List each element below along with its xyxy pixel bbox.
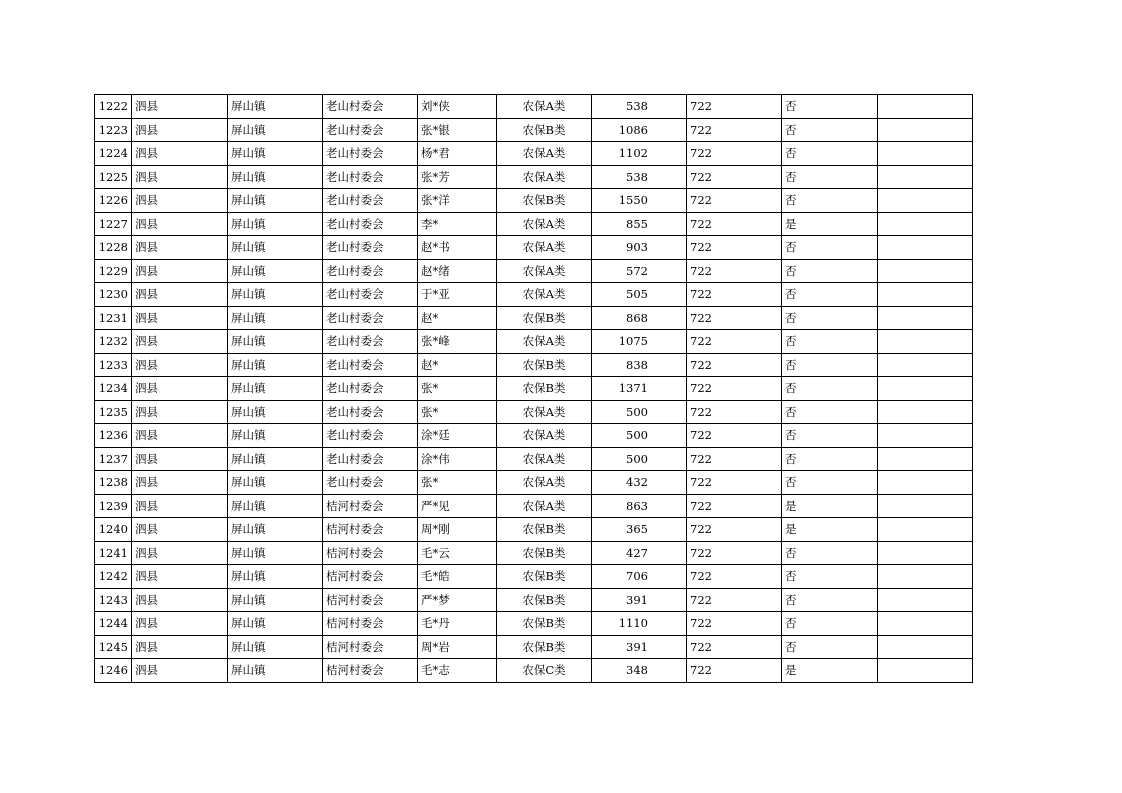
row-number-cell: 1238 — [95, 471, 132, 495]
town-cell: 屏山镇 — [228, 494, 323, 518]
person-name-cell: 毛*云 — [418, 541, 497, 565]
insurance-type-cell: 农保B类 — [497, 118, 592, 142]
insurance-type-cell: 农保B类 — [497, 588, 592, 612]
village-committee-cell: 老山村委会 — [323, 306, 418, 330]
person-name-cell: 涂*伟 — [418, 447, 497, 471]
amount-cell: 863 — [592, 494, 687, 518]
county-cell: 泗县 — [132, 659, 228, 683]
town-cell: 屏山镇 — [228, 588, 323, 612]
town-cell: 屏山镇 — [228, 471, 323, 495]
person-name-cell: 周*岩 — [418, 635, 497, 659]
amount-cell: 1102 — [592, 142, 687, 166]
county-cell: 泗县 — [132, 189, 228, 213]
code-cell: 722 — [687, 283, 782, 307]
person-name-cell: 赵* — [418, 306, 497, 330]
county-cell: 泗县 — [132, 283, 228, 307]
row-number-cell: 1234 — [95, 377, 132, 401]
remark-cell — [878, 236, 973, 260]
code-cell: 722 — [687, 189, 782, 213]
insurance-type-cell: 农保A类 — [497, 95, 592, 119]
county-cell: 泗县 — [132, 588, 228, 612]
amount-cell: 432 — [592, 471, 687, 495]
person-name-cell: 严*梦 — [418, 588, 497, 612]
person-name-cell: 赵*绪 — [418, 259, 497, 283]
village-committee-cell: 老山村委会 — [323, 165, 418, 189]
person-name-cell: 张*峰 — [418, 330, 497, 354]
amount-cell: 500 — [592, 424, 687, 448]
town-cell: 屏山镇 — [228, 283, 323, 307]
table-row — [95, 588, 973, 612]
flag-cell: 否 — [782, 353, 878, 377]
flag-cell: 是 — [782, 518, 878, 542]
row-number-cell: 1237 — [95, 447, 132, 471]
amount-cell: 500 — [592, 447, 687, 471]
town-cell: 屏山镇 — [228, 142, 323, 166]
remark-cell — [878, 165, 973, 189]
county-cell: 泗县 — [132, 424, 228, 448]
village-committee-cell: 老山村委会 — [323, 142, 418, 166]
county-cell: 泗县 — [132, 447, 228, 471]
village-committee-cell: 老山村委会 — [323, 330, 418, 354]
insurance-type-cell: 农保B类 — [497, 377, 592, 401]
remark-cell — [878, 565, 973, 589]
flag-cell: 否 — [782, 259, 878, 283]
person-name-cell: 张*芳 — [418, 165, 497, 189]
row-number-cell: 1241 — [95, 541, 132, 565]
town-cell: 屏山镇 — [228, 259, 323, 283]
row-number-cell: 1222 — [95, 95, 132, 119]
flag-cell: 否 — [782, 471, 878, 495]
county-cell: 泗县 — [132, 165, 228, 189]
row-number-cell: 1226 — [95, 189, 132, 213]
village-committee-cell: 老山村委会 — [323, 189, 418, 213]
row-number-cell: 1242 — [95, 565, 132, 589]
amount-cell: 706 — [592, 565, 687, 589]
county-cell: 泗县 — [132, 330, 228, 354]
insurance-type-cell: 农保A类 — [497, 236, 592, 260]
flag-cell: 否 — [782, 118, 878, 142]
village-committee-cell: 老山村委会 — [323, 259, 418, 283]
village-committee-cell: 老山村委会 — [323, 471, 418, 495]
insurance-type-cell: 农保B类 — [497, 541, 592, 565]
remark-cell — [878, 95, 973, 119]
town-cell: 屏山镇 — [228, 565, 323, 589]
table-row — [95, 424, 973, 448]
table-row — [95, 236, 973, 260]
remark-cell — [878, 588, 973, 612]
code-cell: 722 — [687, 259, 782, 283]
table-row — [95, 353, 973, 377]
town-cell: 屏山镇 — [228, 400, 323, 424]
row-number-cell: 1235 — [95, 400, 132, 424]
flag-cell: 否 — [782, 142, 878, 166]
village-committee-cell: 老山村委会 — [323, 283, 418, 307]
county-cell: 泗县 — [132, 236, 228, 260]
county-cell: 泗县 — [132, 212, 228, 236]
table-row — [95, 283, 973, 307]
data-table — [94, 94, 973, 683]
insurance-type-cell: 农保B类 — [497, 635, 592, 659]
village-committee-cell: 老山村委会 — [323, 95, 418, 119]
person-name-cell: 严*见 — [418, 494, 497, 518]
remark-cell — [878, 635, 973, 659]
code-cell: 722 — [687, 142, 782, 166]
flag-cell: 是 — [782, 659, 878, 683]
town-cell: 屏山镇 — [228, 659, 323, 683]
person-name-cell: 毛*皓 — [418, 565, 497, 589]
table-row — [95, 565, 973, 589]
amount-cell: 427 — [592, 541, 687, 565]
town-cell: 屏山镇 — [228, 306, 323, 330]
table-row — [95, 494, 973, 518]
town-cell: 屏山镇 — [228, 236, 323, 260]
amount-cell: 838 — [592, 353, 687, 377]
county-cell: 泗县 — [132, 612, 228, 636]
town-cell: 屏山镇 — [228, 189, 323, 213]
insurance-type-cell: 农保A类 — [497, 212, 592, 236]
flag-cell: 否 — [782, 400, 878, 424]
insurance-type-cell: 农保A类 — [497, 494, 592, 518]
remark-cell — [878, 471, 973, 495]
flag-cell: 否 — [782, 95, 878, 119]
flag-cell: 否 — [782, 165, 878, 189]
town-cell: 屏山镇 — [228, 635, 323, 659]
insurance-type-cell: 农保A类 — [497, 283, 592, 307]
flag-cell: 否 — [782, 588, 878, 612]
table-row — [95, 400, 973, 424]
code-cell: 722 — [687, 306, 782, 330]
village-committee-cell: 桔河村委会 — [323, 659, 418, 683]
row-number-cell: 1225 — [95, 165, 132, 189]
flag-cell: 否 — [782, 541, 878, 565]
amount-cell: 538 — [592, 165, 687, 189]
person-name-cell: 涂*廷 — [418, 424, 497, 448]
table-row — [95, 471, 973, 495]
remark-cell — [878, 377, 973, 401]
county-cell: 泗县 — [132, 118, 228, 142]
table-body — [95, 95, 973, 683]
amount-cell: 868 — [592, 306, 687, 330]
code-cell: 722 — [687, 565, 782, 589]
remark-cell — [878, 212, 973, 236]
row-number-cell: 1230 — [95, 283, 132, 307]
town-cell: 屏山镇 — [228, 518, 323, 542]
row-number-cell: 1232 — [95, 330, 132, 354]
table-row — [95, 518, 973, 542]
amount-cell: 1371 — [592, 377, 687, 401]
remark-cell — [878, 541, 973, 565]
remark-cell — [878, 283, 973, 307]
county-cell: 泗县 — [132, 353, 228, 377]
table-row — [95, 447, 973, 471]
insurance-type-cell: 农保B类 — [497, 189, 592, 213]
remark-cell — [878, 612, 973, 636]
table-row — [95, 612, 973, 636]
insurance-type-cell: 农保B类 — [497, 565, 592, 589]
person-name-cell: 毛*丹 — [418, 612, 497, 636]
remark-cell — [878, 424, 973, 448]
code-cell: 722 — [687, 612, 782, 636]
flag-cell: 否 — [782, 377, 878, 401]
village-committee-cell: 老山村委会 — [323, 118, 418, 142]
insurance-type-cell: 农保A类 — [497, 142, 592, 166]
town-cell: 屏山镇 — [228, 118, 323, 142]
remark-cell — [878, 447, 973, 471]
row-number-cell: 1227 — [95, 212, 132, 236]
code-cell: 722 — [687, 471, 782, 495]
person-name-cell: 毛*志 — [418, 659, 497, 683]
code-cell: 722 — [687, 353, 782, 377]
code-cell: 722 — [687, 635, 782, 659]
remark-cell — [878, 306, 973, 330]
person-name-cell: 张*银 — [418, 118, 497, 142]
village-committee-cell: 老山村委会 — [323, 236, 418, 260]
person-name-cell: 张* — [418, 471, 497, 495]
remark-cell — [878, 400, 973, 424]
remark-cell — [878, 259, 973, 283]
person-name-cell: 周*刚 — [418, 518, 497, 542]
village-committee-cell: 桔河村委会 — [323, 565, 418, 589]
village-committee-cell: 老山村委会 — [323, 424, 418, 448]
person-name-cell: 张* — [418, 400, 497, 424]
amount-cell: 365 — [592, 518, 687, 542]
insurance-type-cell: 农保B类 — [497, 518, 592, 542]
insurance-type-cell: 农保A类 — [497, 471, 592, 495]
village-committee-cell: 桔河村委会 — [323, 588, 418, 612]
flag-cell: 是 — [782, 494, 878, 518]
table-row — [95, 118, 973, 142]
county-cell: 泗县 — [132, 95, 228, 119]
table-row — [95, 259, 973, 283]
remark-cell — [878, 494, 973, 518]
remark-cell — [878, 659, 973, 683]
village-committee-cell: 老山村委会 — [323, 447, 418, 471]
town-cell: 屏山镇 — [228, 541, 323, 565]
remark-cell — [878, 118, 973, 142]
amount-cell: 1110 — [592, 612, 687, 636]
table-row — [95, 165, 973, 189]
county-cell: 泗县 — [132, 142, 228, 166]
amount-cell: 1075 — [592, 330, 687, 354]
village-committee-cell: 桔河村委会 — [323, 541, 418, 565]
remark-cell — [878, 189, 973, 213]
county-cell: 泗县 — [132, 259, 228, 283]
town-cell: 屏山镇 — [228, 447, 323, 471]
row-number-cell: 1228 — [95, 236, 132, 260]
row-number-cell: 1246 — [95, 659, 132, 683]
town-cell: 屏山镇 — [228, 165, 323, 189]
row-number-cell: 1229 — [95, 259, 132, 283]
code-cell: 722 — [687, 330, 782, 354]
village-committee-cell: 桔河村委会 — [323, 494, 418, 518]
row-number-cell: 1239 — [95, 494, 132, 518]
row-number-cell: 1243 — [95, 588, 132, 612]
code-cell: 722 — [687, 165, 782, 189]
flag-cell: 是 — [782, 212, 878, 236]
amount-cell: 505 — [592, 283, 687, 307]
amount-cell: 572 — [592, 259, 687, 283]
insurance-type-cell: 农保A类 — [497, 165, 592, 189]
remark-cell — [878, 142, 973, 166]
insurance-type-cell: 农保C类 — [497, 659, 592, 683]
amount-cell: 903 — [592, 236, 687, 260]
table-row — [95, 330, 973, 354]
person-name-cell: 赵*书 — [418, 236, 497, 260]
flag-cell: 否 — [782, 565, 878, 589]
amount-cell: 538 — [592, 95, 687, 119]
remark-cell — [878, 330, 973, 354]
person-name-cell: 赵* — [418, 353, 497, 377]
row-number-cell: 1236 — [95, 424, 132, 448]
code-cell: 722 — [687, 118, 782, 142]
town-cell: 屏山镇 — [228, 612, 323, 636]
village-committee-cell: 桔河村委会 — [323, 518, 418, 542]
town-cell: 屏山镇 — [228, 377, 323, 401]
flag-cell: 否 — [782, 236, 878, 260]
code-cell: 722 — [687, 447, 782, 471]
row-number-cell: 1244 — [95, 612, 132, 636]
insurance-type-cell: 农保A类 — [497, 330, 592, 354]
row-number-cell: 1240 — [95, 518, 132, 542]
flag-cell: 否 — [782, 424, 878, 448]
table-row — [95, 377, 973, 401]
village-committee-cell: 老山村委会 — [323, 377, 418, 401]
flag-cell: 否 — [782, 447, 878, 471]
table-row — [95, 142, 973, 166]
village-committee-cell: 桔河村委会 — [323, 612, 418, 636]
town-cell: 屏山镇 — [228, 424, 323, 448]
town-cell: 屏山镇 — [228, 353, 323, 377]
village-committee-cell: 老山村委会 — [323, 212, 418, 236]
person-name-cell: 于*亚 — [418, 283, 497, 307]
table-row — [95, 95, 973, 119]
village-committee-cell: 老山村委会 — [323, 400, 418, 424]
remark-cell — [878, 353, 973, 377]
amount-cell: 1550 — [592, 189, 687, 213]
amount-cell: 1086 — [592, 118, 687, 142]
code-cell: 722 — [687, 95, 782, 119]
county-cell: 泗县 — [132, 471, 228, 495]
code-cell: 722 — [687, 236, 782, 260]
table-row — [95, 659, 973, 683]
insurance-type-cell: 农保A类 — [497, 447, 592, 471]
amount-cell: 348 — [592, 659, 687, 683]
person-name-cell: 张*洋 — [418, 189, 497, 213]
flag-cell: 否 — [782, 189, 878, 213]
row-number-cell: 1224 — [95, 142, 132, 166]
amount-cell: 391 — [592, 588, 687, 612]
table-row — [95, 306, 973, 330]
code-cell: 722 — [687, 541, 782, 565]
table-row — [95, 189, 973, 213]
row-number-cell: 1223 — [95, 118, 132, 142]
code-cell: 722 — [687, 400, 782, 424]
amount-cell: 855 — [592, 212, 687, 236]
table-row — [95, 541, 973, 565]
county-cell: 泗县 — [132, 635, 228, 659]
county-cell: 泗县 — [132, 541, 228, 565]
flag-cell: 否 — [782, 612, 878, 636]
code-cell: 722 — [687, 377, 782, 401]
person-name-cell: 李* — [418, 212, 497, 236]
insurance-type-cell: 农保B类 — [497, 353, 592, 377]
table-row — [95, 212, 973, 236]
flag-cell: 否 — [782, 306, 878, 330]
person-name-cell: 张* — [418, 377, 497, 401]
amount-cell: 500 — [592, 400, 687, 424]
town-cell: 屏山镇 — [228, 212, 323, 236]
village-committee-cell: 老山村委会 — [323, 353, 418, 377]
county-cell: 泗县 — [132, 518, 228, 542]
county-cell: 泗县 — [132, 306, 228, 330]
row-number-cell: 1233 — [95, 353, 132, 377]
code-cell: 722 — [687, 659, 782, 683]
flag-cell: 否 — [782, 330, 878, 354]
person-name-cell: 杨*君 — [418, 142, 497, 166]
village-committee-cell: 桔河村委会 — [323, 635, 418, 659]
code-cell: 722 — [687, 494, 782, 518]
code-cell: 722 — [687, 588, 782, 612]
insurance-type-cell: 农保A类 — [497, 259, 592, 283]
insurance-type-cell: 农保B类 — [497, 612, 592, 636]
county-cell: 泗县 — [132, 377, 228, 401]
table-row — [95, 635, 973, 659]
flag-cell: 否 — [782, 635, 878, 659]
county-cell: 泗县 — [132, 400, 228, 424]
code-cell: 722 — [687, 518, 782, 542]
town-cell: 屏山镇 — [228, 330, 323, 354]
town-cell: 屏山镇 — [228, 95, 323, 119]
code-cell: 722 — [687, 424, 782, 448]
insurance-type-cell: 农保A类 — [497, 400, 592, 424]
flag-cell: 否 — [782, 283, 878, 307]
insurance-type-cell: 农保A类 — [497, 424, 592, 448]
person-name-cell: 刘*侠 — [418, 95, 497, 119]
code-cell: 722 — [687, 212, 782, 236]
county-cell: 泗县 — [132, 494, 228, 518]
remark-cell — [878, 518, 973, 542]
row-number-cell: 1245 — [95, 635, 132, 659]
amount-cell: 391 — [592, 635, 687, 659]
row-number-cell: 1231 — [95, 306, 132, 330]
insurance-type-cell: 农保B类 — [497, 306, 592, 330]
county-cell: 泗县 — [132, 565, 228, 589]
